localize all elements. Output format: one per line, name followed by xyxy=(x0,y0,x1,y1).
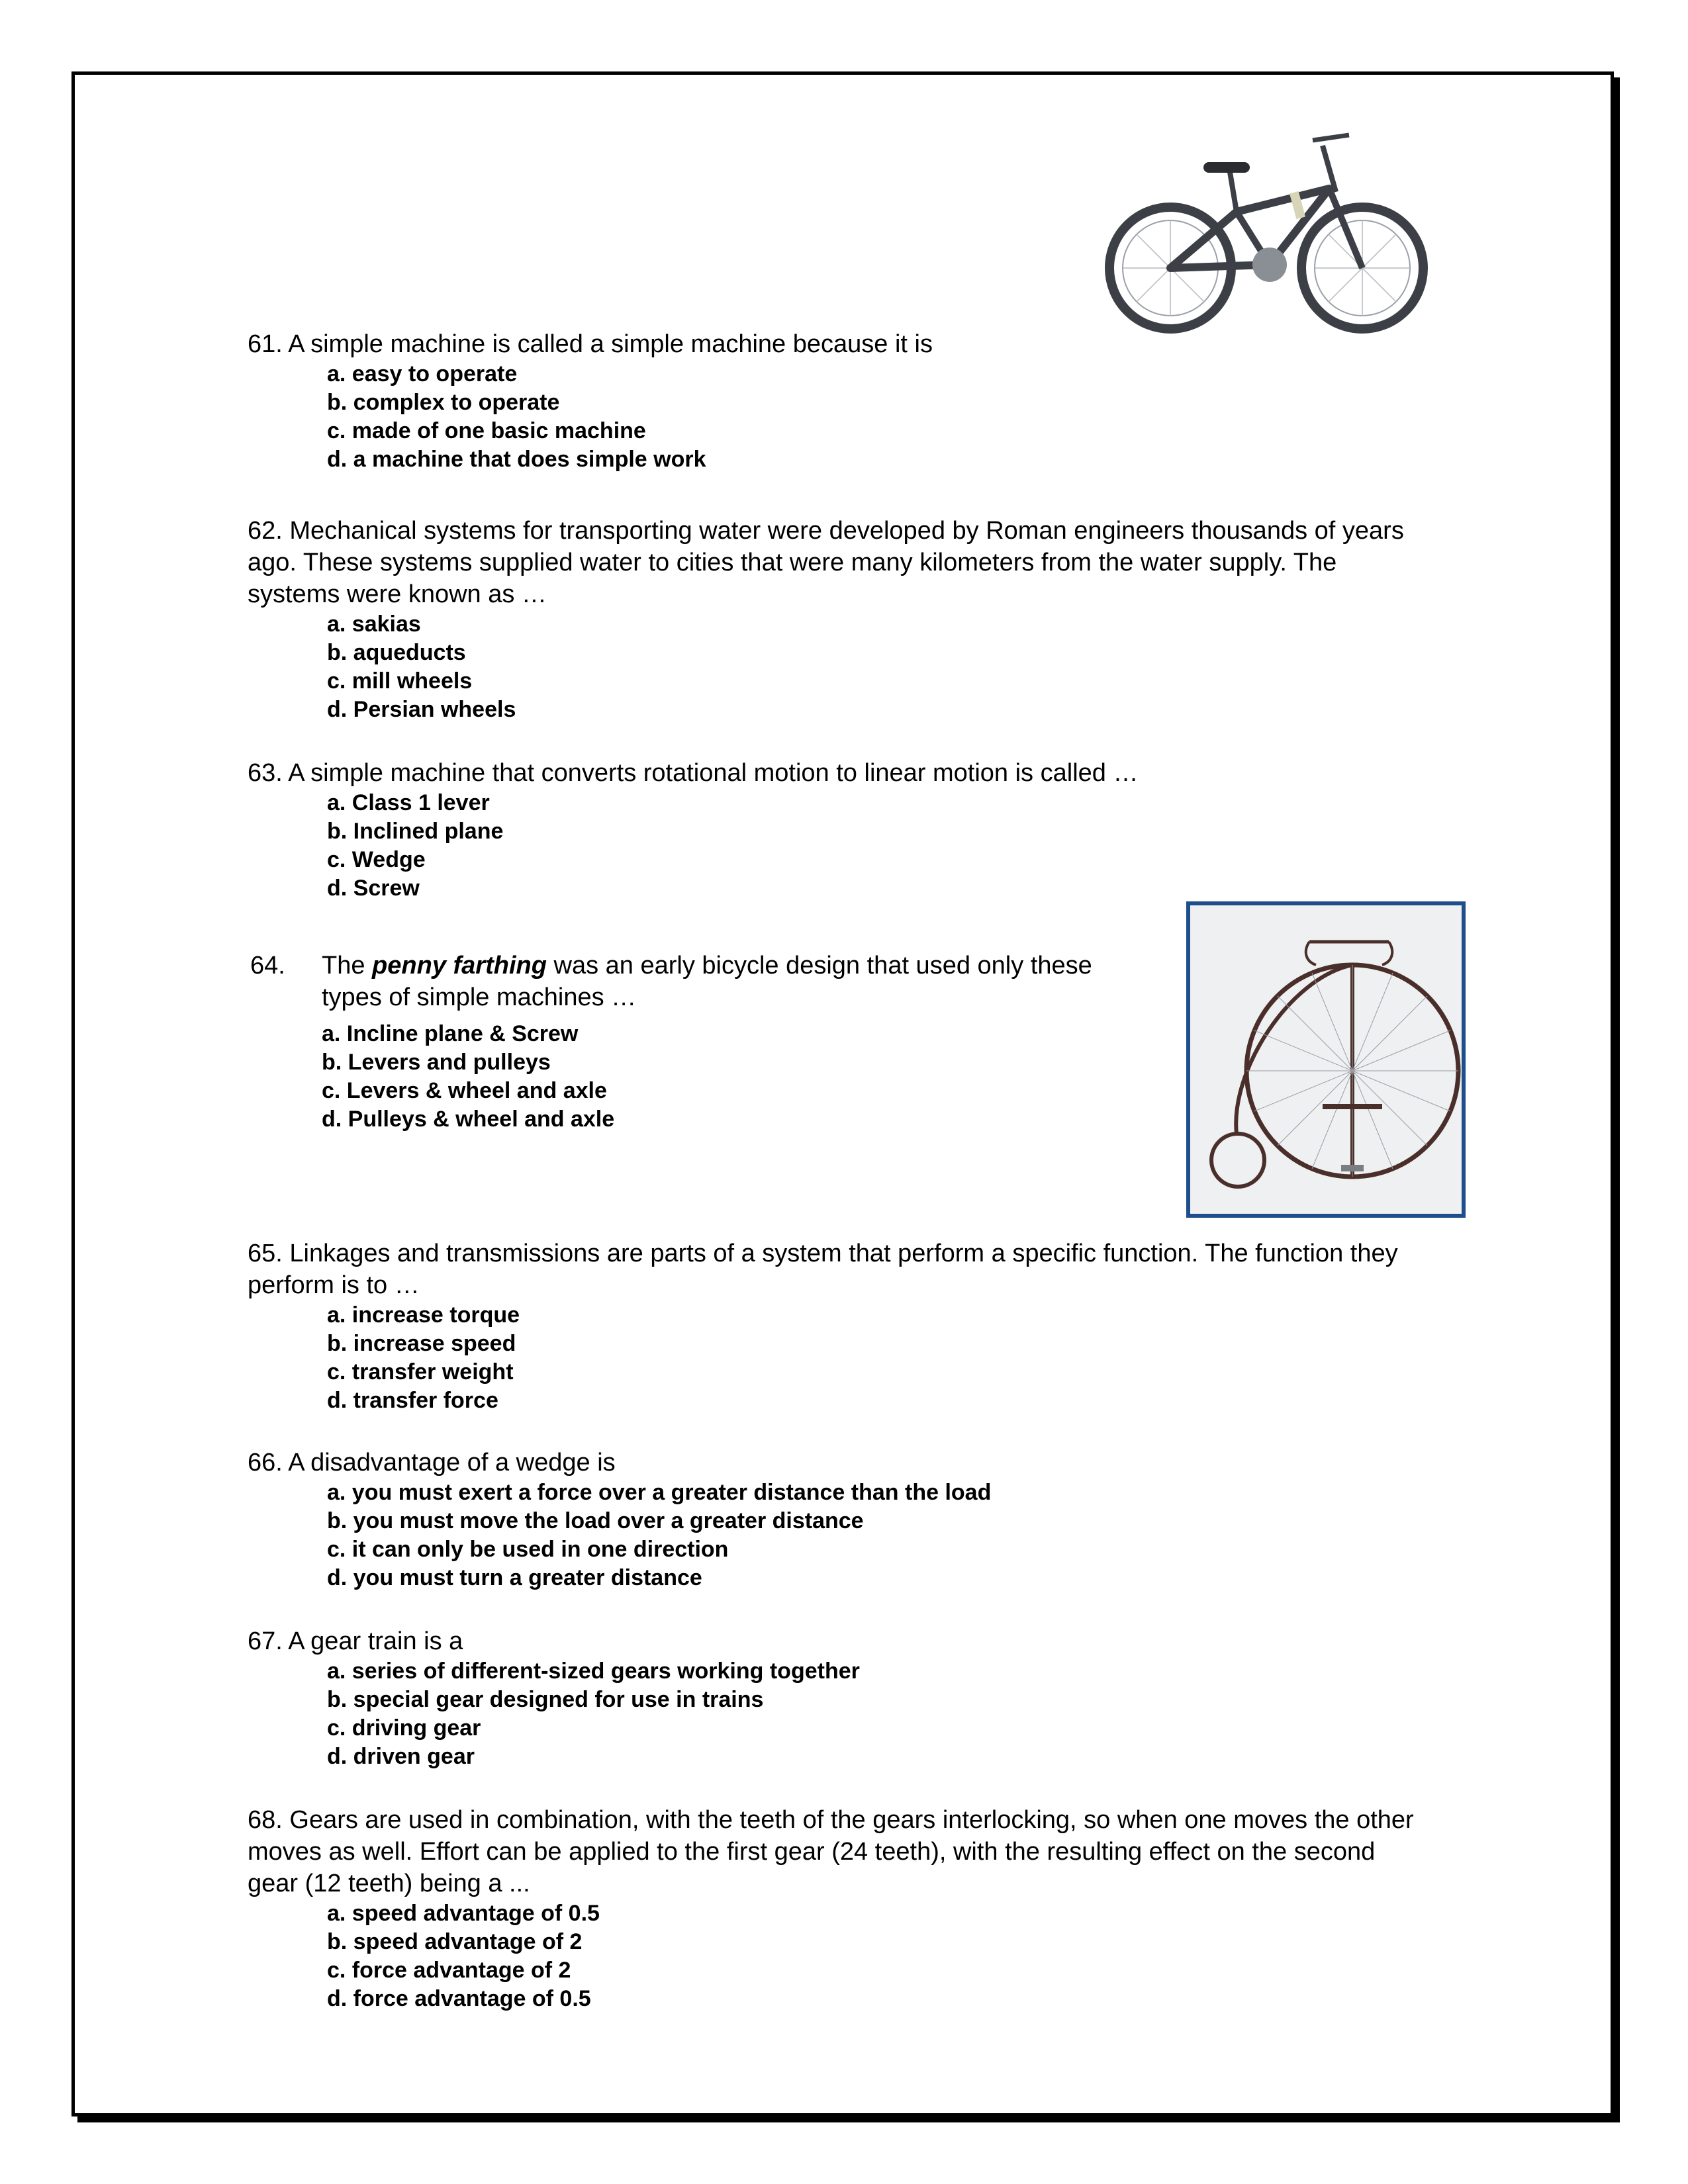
option-b: b. speed advantage of 2 xyxy=(327,1929,583,1954)
question-text: 62. Mechanical systems for transporting water were developed by Roman engineers thousands of years ago. These systems supplied water to cities that were many kilometers from the water supply. The systems were known as … xyxy=(248,517,1404,608)
option-b: b. complex to operate xyxy=(327,390,560,415)
option-c: c. force advantage of 2 xyxy=(327,1958,571,1983)
options-list xyxy=(248,1479,1439,1592)
question-62 xyxy=(248,515,1426,724)
penny-farthing-drawing xyxy=(1190,905,1462,1214)
option-a: a. series of different-sized gears working together xyxy=(327,1659,860,1684)
option-d: d. you must turn a greater distance xyxy=(327,1565,702,1590)
option-d: d. a machine that does simple work xyxy=(327,447,706,472)
options-list xyxy=(248,1657,1439,1771)
option-d: d. transfer force xyxy=(327,1388,498,1413)
options-list xyxy=(248,610,1426,724)
options-list xyxy=(322,1020,1149,1134)
option-b: b. you must move the load over a greater distance xyxy=(327,1508,864,1533)
option-b: b. aqueducts xyxy=(327,640,466,665)
option-b: b. Inclined plane xyxy=(327,819,504,844)
option-a: a. speed advantage of 0.5 xyxy=(327,1901,600,1926)
question-67 xyxy=(248,1625,1439,1771)
question-61 xyxy=(248,328,1439,474)
option-c: c. mill wheels xyxy=(327,668,473,694)
question-64 xyxy=(322,950,1149,1134)
options-list xyxy=(248,1301,1426,1415)
option-c: c. Levers & wheel and axle xyxy=(322,1078,607,1103)
question-66 xyxy=(248,1447,1439,1592)
question-text: 68. Gears are used in combination, with the teeth of the gears interlocking, so when one moves the other moves as well. Effort can be applied to the first gear (24 teeth), with the resulting effect on the second gear (12 teeth) being a ... xyxy=(248,1806,1414,1897)
option-b: b. Levers and pulleys xyxy=(322,1050,551,1075)
bmx-bike-image xyxy=(1104,126,1429,338)
option-b: b. increase speed xyxy=(327,1331,516,1356)
option-d: d. Screw xyxy=(327,876,420,901)
question-text: 67. A gear train is a xyxy=(248,1627,463,1655)
option-c: c. driving gear xyxy=(327,1715,481,1741)
option-c: c. it can only be used in one direction xyxy=(327,1537,729,1562)
option-c: c. Wedge xyxy=(327,847,426,872)
option-d: d. Pulleys & wheel and axle xyxy=(322,1107,615,1132)
option-a: a. you must exert a force over a greater distance than the load xyxy=(327,1480,992,1505)
option-a: a. easy to operate xyxy=(327,361,518,387)
option-a: a. increase torque xyxy=(327,1302,520,1328)
question-text-after: was an early bicycle design that used only these types of simple machines … xyxy=(322,952,1092,1011)
option-b: b. special gear designed for use in trains xyxy=(327,1687,764,1712)
option-a: a. Incline plane & Screw xyxy=(322,1021,579,1046)
options-list xyxy=(248,1899,1426,2013)
question-65 xyxy=(248,1238,1426,1415)
option-d: d. Persian wheels xyxy=(327,697,516,722)
question-64-number: 64. xyxy=(250,952,285,979)
options-list xyxy=(248,789,1439,903)
option-c: c. transfer weight xyxy=(327,1359,514,1385)
question-text: 66. A disadvantage of a wedge is xyxy=(248,1449,616,1477)
question-text: 61. A simple machine is called a simple machine because it is xyxy=(248,330,933,358)
option-a: a. sakias xyxy=(327,612,421,637)
penny-farthing-image xyxy=(1186,901,1466,1218)
question-text: 63. A simple machine that converts rotational motion to linear motion is called … xyxy=(248,759,1139,787)
penny-farthing-term: penny farthing xyxy=(372,952,547,979)
option-d: d. force advantage of 0.5 xyxy=(327,1986,591,2011)
option-d: d. driven gear xyxy=(327,1744,475,1769)
option-a: a. Class 1 lever xyxy=(327,790,490,815)
option-c: c. made of one basic machine xyxy=(327,418,646,443)
options-list xyxy=(248,360,1439,474)
question-text xyxy=(322,950,1149,1013)
question-text-before: The xyxy=(322,952,373,979)
question-68 xyxy=(248,1804,1426,2013)
question-text: 65. Linkages and transmissions are parts of a system that perform a specific function. The function they perform is to … xyxy=(248,1240,1398,1299)
question-63 xyxy=(248,757,1439,903)
